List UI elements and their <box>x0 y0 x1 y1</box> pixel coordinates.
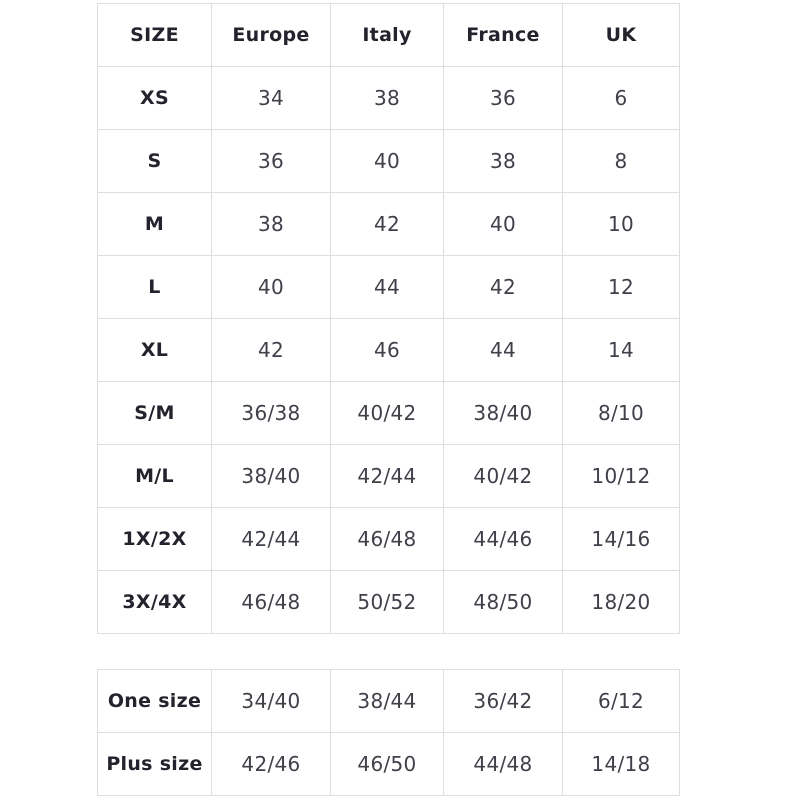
table-row-s <box>98 130 680 193</box>
cell-france: 44 <box>444 319 563 382</box>
cell-italy: 46/48 <box>331 508 444 571</box>
cell-europe: 42/46 <box>212 733 331 796</box>
cell-france: 40/42 <box>444 445 563 508</box>
cell-italy: 50/52 <box>331 571 444 634</box>
row-label: 1X/2X <box>98 508 212 571</box>
table-row-xl <box>98 319 680 382</box>
header-row <box>98 4 680 67</box>
table-row-3x-4x <box>98 571 680 634</box>
cell-uk: 8 <box>563 130 680 193</box>
cell-europe: 36/38 <box>212 382 331 445</box>
cell-italy: 46/50 <box>331 733 444 796</box>
cell-france: 40 <box>444 193 563 256</box>
cell-europe: 38 <box>212 193 331 256</box>
table-row-m <box>98 193 680 256</box>
cell-uk: 18/20 <box>563 571 680 634</box>
row-label: One size <box>98 670 212 733</box>
cell-uk: 14 <box>563 319 680 382</box>
cell-france: 44/48 <box>444 733 563 796</box>
header-cell-europe: Europe <box>212 4 331 67</box>
row-label: 3X/4X <box>98 571 212 634</box>
cell-france: 38/40 <box>444 382 563 445</box>
cell-uk: 6 <box>563 67 680 130</box>
cell-europe: 38/40 <box>212 445 331 508</box>
cell-uk: 12 <box>563 256 680 319</box>
header-cell-italy: Italy <box>331 4 444 67</box>
cell-europe: 34 <box>212 67 331 130</box>
table-row-m-l <box>98 445 680 508</box>
cell-italy: 46 <box>331 319 444 382</box>
cell-uk: 14/18 <box>563 733 680 796</box>
row-label: Plus size <box>98 733 212 796</box>
cell-italy: 40/42 <box>331 382 444 445</box>
cell-uk: 6/12 <box>563 670 680 733</box>
cell-france: 42 <box>444 256 563 319</box>
table-row-1x-2x <box>98 508 680 571</box>
cell-uk: 10 <box>563 193 680 256</box>
cell-europe: 34/40 <box>212 670 331 733</box>
cell-france: 44/46 <box>444 508 563 571</box>
table-row-l <box>98 256 680 319</box>
cell-italy: 44 <box>331 256 444 319</box>
special-sizes-table <box>97 669 680 796</box>
cell-france: 38 <box>444 130 563 193</box>
cell-europe: 36 <box>212 130 331 193</box>
row-label: XL <box>98 319 212 382</box>
row-label: L <box>98 256 212 319</box>
cell-europe: 40 <box>212 256 331 319</box>
header-cell-france: France <box>444 4 563 67</box>
cell-europe: 46/48 <box>212 571 331 634</box>
row-label: M <box>98 193 212 256</box>
cell-uk: 14/16 <box>563 508 680 571</box>
cell-europe: 42/44 <box>212 508 331 571</box>
row-label: S <box>98 130 212 193</box>
row-label: M/L <box>98 445 212 508</box>
header-cell-uk: UK <box>563 4 680 67</box>
header-cell-size: SIZE <box>98 4 212 67</box>
cell-italy: 38 <box>331 67 444 130</box>
cell-italy: 38/44 <box>331 670 444 733</box>
cell-uk: 8/10 <box>563 382 680 445</box>
row-label: S/M <box>98 382 212 445</box>
cell-france: 36 <box>444 67 563 130</box>
cell-italy: 40 <box>331 130 444 193</box>
standard-sizes-table <box>97 3 680 634</box>
cell-europe: 42 <box>212 319 331 382</box>
cell-france: 48/50 <box>444 571 563 634</box>
table-row-one-size <box>98 670 680 733</box>
cell-uk: 10/12 <box>563 445 680 508</box>
cell-italy: 42/44 <box>331 445 444 508</box>
table-row-xs <box>98 67 680 130</box>
cell-france: 36/42 <box>444 670 563 733</box>
row-label: XS <box>98 67 212 130</box>
table-row-s-m <box>98 382 680 445</box>
cell-italy: 42 <box>331 193 444 256</box>
tables-divider-gap <box>97 634 679 669</box>
table-row-plus-size <box>98 733 680 796</box>
size-conversion-chart <box>97 3 679 796</box>
